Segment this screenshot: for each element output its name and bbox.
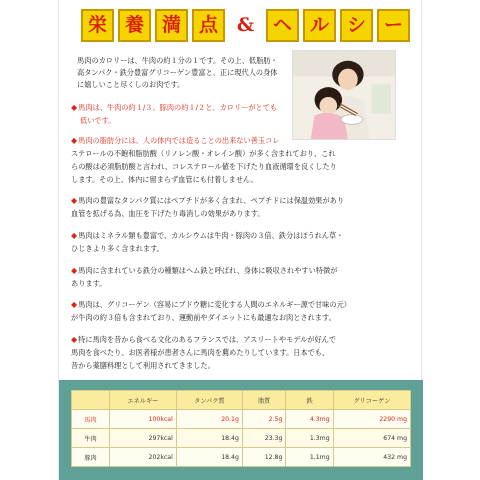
nutrition-table-panel	[59, 380, 423, 480]
title-char: ル	[303, 9, 336, 42]
table-cell: 1.1mg	[286, 448, 333, 467]
table-cell: 100kcal	[110, 410, 177, 429]
list-item: ◆馬肉に含まれている鉄分の種類はヘム鉄と呼ばれ、身体に吸収されやすい特徴が あります。	[71, 266, 338, 288]
intro-paragraph	[77, 55, 285, 91]
table-cell: 12.8g	[242, 448, 286, 467]
table-cell: 18.4g	[176, 429, 242, 448]
nutrition-table	[71, 390, 411, 467]
table-cell: 1.3mg	[286, 429, 333, 448]
table-header-cell: グリコーゲン	[333, 391, 410, 410]
list-item: ◆馬肉はミネラル類も豊富で、カルシウムは牛肉・豚肉の３倍、鉄分はほうれん草・ ひじきより多く含まれます。	[71, 231, 344, 253]
diamond-bullet-icon: ◆	[71, 103, 78, 112]
row-label: 牛肉	[72, 429, 110, 448]
table-cell: 2290 mg	[333, 410, 410, 429]
title-char: 点	[192, 9, 225, 42]
table-cell: 4.3mg	[286, 410, 333, 429]
table-cell: 23.3g	[242, 429, 286, 448]
list-item: ◆馬肉の豊富なタンパク質にはペプチドが多く含まれ、ペプチドには保温効果があり 血管を拡げる為、血圧を下げたり毒消しの効果があります。	[71, 196, 345, 218]
table-header-row	[72, 391, 411, 410]
table-header-cell: エネルギー	[110, 391, 177, 410]
list-item: ◆馬肉の脂肪分には、人の体内では造ることの出来ない善玉コレ ステロールの不飽和脂肪酸（リノレン酸・オレイン酸）が多く含まれており、これ らの酸は必須脂肪酸と言われ、コレステロール値を下げたり血液循環を良くしたり します。その上、体内に留まらず血管にも付着しません。	[71, 136, 337, 184]
intro-line: 高タンパク・鉄分豊富グリコーゲン豊富と、正に現代人の身体	[77, 68, 278, 77]
table-header-cell: 脂質	[242, 391, 286, 410]
intro-line: に嬉しいこと尽くしのお肉です。	[77, 80, 185, 89]
document-page	[58, 0, 422, 480]
page-title	[81, 9, 410, 42]
list-item: ◆馬肉は、グリコーゲン（容易にブドウ糖に変化する人間のエネルギー源で甘味の元） が牛肉の約３倍も含まれており、運動前やダイエットにも最適なお肉とされます。	[71, 300, 351, 322]
table-header-cell	[72, 391, 110, 410]
intro-line: 馬肉のカロリーは、牛肉の約１分の１です。その上、低脂肪・	[77, 56, 278, 65]
diamond-bullet-icon: ◆	[71, 196, 78, 205]
table-cell: 20.1g	[176, 410, 242, 429]
table-cell: 202kcal	[110, 448, 177, 467]
table-row	[72, 410, 411, 429]
title-char: 満	[155, 9, 188, 42]
table-row	[72, 429, 411, 448]
title-char: 栄	[81, 9, 114, 42]
list-item: ◆馬肉は、牛肉の約１/３、豚肉の約１/２と、カロリーがとても 低いです。	[71, 103, 278, 125]
title-char: ヘ	[266, 9, 299, 42]
table-cell: 432 mg	[333, 448, 410, 467]
diamond-bullet-icon: ◆	[71, 136, 78, 145]
diamond-bullet-icon: ◆	[71, 266, 78, 275]
table-cell: 2.5g	[242, 410, 286, 429]
row-label: 豚肉	[72, 448, 110, 467]
title-char: 養	[118, 9, 151, 42]
title-ampersand: &	[236, 14, 255, 36]
diamond-bullet-icon: ◆	[71, 231, 78, 240]
table-row	[72, 448, 411, 467]
title-char: ー	[377, 9, 410, 42]
list-item: ◆特に馬肉を昔から食べる文化のあるフランスでは、アスリートやモデルが好んで 馬肉を食べたり、お医者様が患者さんに馬肉を薦めたりしています。日本でも、 昔から薬膳料理として利用されてきました。	[71, 335, 337, 370]
table-header-cell: タンパク質	[176, 391, 242, 410]
row-label: 馬肉	[72, 410, 110, 429]
table-cell: 297kcal	[110, 429, 177, 448]
table-cell: 18.4g	[176, 448, 242, 467]
table-cell: 674 mg	[333, 429, 410, 448]
title-char: シ	[340, 9, 373, 42]
table-header-cell: 鉄	[286, 391, 333, 410]
diamond-bullet-icon: ◆	[71, 300, 78, 309]
diamond-bullet-icon: ◆	[71, 335, 78, 344]
